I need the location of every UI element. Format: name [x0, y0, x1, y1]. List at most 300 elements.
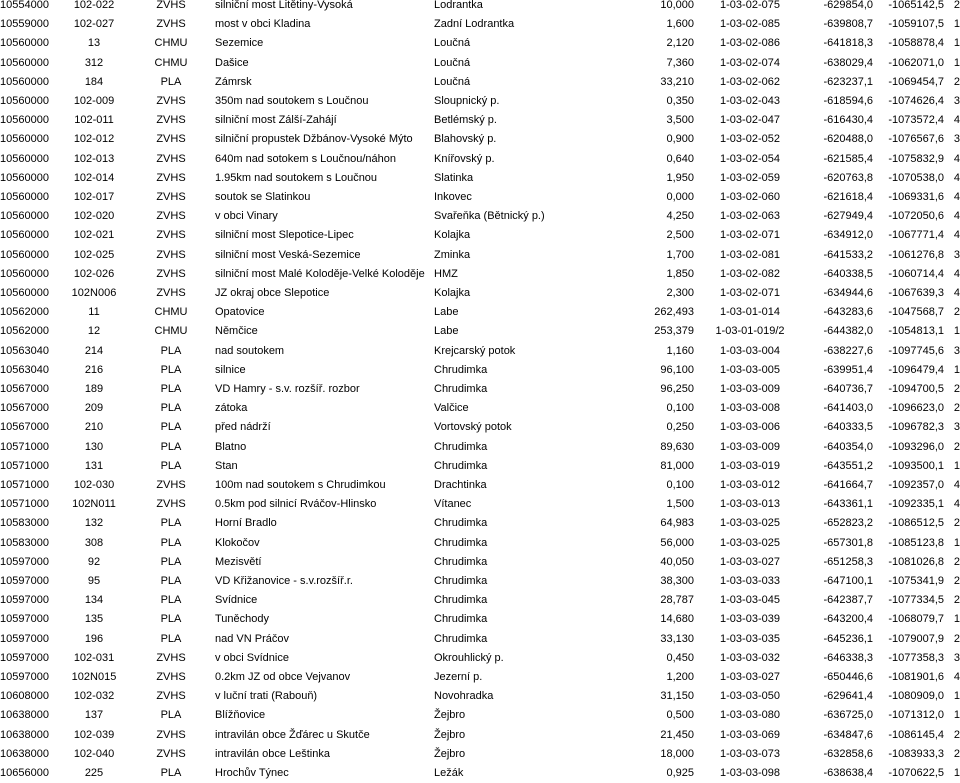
profile-id-cell: 131 [84, 459, 104, 472]
river-km-cell: 21,450 [660, 728, 694, 741]
station-code-cell: 10638000 [0, 728, 49, 741]
river-km-cell: 0,100 [666, 479, 694, 491]
basin-code-cell: 1-03-02-043 [720, 95, 780, 107]
y-coordinate-cell: -1072050,6 [888, 210, 944, 223]
station-code-cell: 10560000 [0, 210, 49, 223]
location-cell: silniční most Malé Koloděje-Velké Koloděje [215, 267, 425, 280]
location-cell: most v obci Kladina [215, 18, 311, 31]
x-coordinate-cell: -642387,7 [823, 594, 873, 607]
basin-code-cell: 1-03-02-052 [720, 133, 780, 146]
organization-cell: CHMU [154, 306, 188, 319]
profile-id-cell: 210 [84, 421, 104, 434]
table-row [0, 15, 960, 34]
organization-cell: ZVHS [156, 690, 186, 703]
station-code-cell: 10560000 [0, 75, 49, 88]
stream-name-cell: Chrudimka [434, 383, 488, 395]
basin-code-cell: 1-03-02-086 [720, 37, 780, 50]
river-km-cell: 0,350 [666, 95, 694, 107]
river-km-cell: 64,983 [660, 517, 694, 530]
basin-code-cell: 1-03-03-033 [720, 575, 780, 587]
location-cell: Zámrsk [215, 75, 252, 88]
stream-name-cell: Betlémský p. [434, 114, 497, 127]
organization-cell: ZVHS [156, 479, 186, 491]
category-cell: 2 [953, 402, 960, 415]
stream-name-cell: HMZ [434, 267, 458, 280]
river-km-cell: 4,250 [666, 210, 694, 223]
y-coordinate-cell: -1097745,6 [888, 344, 944, 357]
organization-cell: PLA [160, 594, 182, 607]
river-km-cell: 1,160 [666, 344, 694, 357]
stream-name-cell: Loučná [434, 75, 471, 88]
stream-name-cell: Jezerní p. [434, 671, 483, 683]
river-km-cell: 14,680 [660, 613, 694, 626]
river-km-cell: 1,950 [666, 171, 694, 184]
location-cell: silniční most Litětiny-Vysoká [215, 0, 353, 11]
stream-name-cell: Blahovský p. [434, 133, 497, 146]
river-km-cell: 0,900 [666, 133, 694, 146]
stream-name-cell: Slatinka [434, 171, 474, 184]
profile-id-cell: 102-011 [74, 114, 114, 127]
basin-code-cell: 1-03-02-071 [720, 229, 780, 242]
stream-name-cell: Loučná [434, 37, 471, 50]
category-cell: 2 [953, 632, 960, 645]
location-cell: před nádrží [215, 421, 271, 434]
station-code-cell: 10560000 [0, 152, 49, 165]
basin-code-cell: 1-03-03-027 [720, 671, 780, 683]
organization-cell: ZVHS [156, 498, 186, 511]
location-cell: Svídnice [215, 594, 258, 607]
x-coordinate-cell: -634944,6 [823, 287, 873, 299]
y-coordinate-cell: -1094700,5 [888, 383, 944, 395]
y-coordinate-cell: -1075832,9 [888, 152, 944, 165]
stream-name-cell: Knířovský p. [434, 152, 495, 165]
x-coordinate-cell: -632858,6 [823, 747, 873, 760]
table-row [0, 322, 960, 341]
location-cell: silniční most Slepotice-Lipec [215, 229, 354, 242]
basin-code-cell: 1-03-03-032 [720, 651, 780, 664]
organization-cell: ZVHS [156, 133, 186, 146]
organization-cell: ZVHS [156, 671, 186, 683]
organization-cell: ZVHS [156, 95, 186, 107]
station-code-cell: 10567000 [0, 421, 49, 434]
river-km-cell: 96,100 [660, 363, 694, 376]
y-coordinate-cell: -1093500,1 [888, 459, 944, 472]
river-km-cell: 38,300 [660, 575, 694, 587]
table-row [0, 111, 960, 130]
basin-code-cell: 1-03-03-080 [720, 709, 780, 722]
category-cell: 1 [953, 363, 960, 376]
location-cell: Hrochův Týnec [215, 767, 289, 779]
x-coordinate-cell: -641403,0 [823, 402, 873, 415]
y-coordinate-cell: -1086145,4 [888, 728, 944, 741]
location-cell: Opatovice [215, 306, 265, 319]
basin-code-cell: 1-03-02-059 [720, 171, 780, 184]
station-code-cell: 10656000 [0, 767, 49, 779]
y-coordinate-cell: -1069331,6 [888, 191, 944, 203]
basin-code-cell: 1-03-02-074 [720, 56, 780, 69]
x-coordinate-cell: -643283,6 [823, 306, 873, 319]
category-cell: 4 [953, 287, 960, 299]
x-coordinate-cell: -639808,7 [823, 18, 873, 31]
table-row [0, 380, 960, 399]
location-cell: silniční most Zálší-Zahájí [215, 114, 337, 127]
location-cell: v luční trati (Rabouň) [215, 690, 318, 703]
basin-code-cell: 1-03-02-085 [720, 18, 780, 31]
y-coordinate-cell: -1070622,5 [888, 767, 944, 779]
table-row [0, 34, 960, 53]
profile-id-cell: 216 [84, 363, 104, 376]
y-coordinate-cell: -1081901,6 [888, 671, 944, 683]
table-row [0, 284, 960, 303]
stream-name-cell: Vortovský potok [434, 421, 512, 434]
basin-code-cell: 1-03-03-012 [720, 479, 780, 491]
profile-id-cell: 102N006 [71, 287, 117, 299]
table-row [0, 764, 960, 783]
x-coordinate-cell: -618594,6 [823, 95, 873, 107]
x-coordinate-cell: -616430,4 [823, 114, 873, 127]
river-km-cell: 0,450 [666, 651, 694, 664]
profile-id-cell: 102N011 [72, 498, 116, 511]
river-km-cell: 2,300 [666, 287, 694, 299]
y-coordinate-cell: -1077358,3 [888, 651, 944, 664]
profile-id-cell: 184 [84, 75, 104, 88]
station-code-cell: 10560000 [0, 267, 49, 280]
profile-id-cell: 189 [84, 383, 104, 395]
x-coordinate-cell: -634847,6 [823, 728, 873, 741]
location-cell: VD Křižanovice - s.v.rozšíř.r. [215, 575, 353, 587]
location-cell: Mezisvětí [215, 555, 262, 568]
category-cell: 4 [953, 267, 960, 280]
stream-name-cell: Krejcarský potok [434, 344, 516, 357]
x-coordinate-cell: -638638,4 [823, 767, 873, 779]
table-row [0, 745, 960, 764]
river-km-cell: 262,493 [654, 306, 694, 319]
table-row [0, 73, 960, 92]
category-cell: 3 [953, 248, 960, 261]
river-km-cell: 7,360 [666, 56, 694, 69]
x-coordinate-cell: -647100,1 [823, 575, 873, 587]
profile-id-cell: 134 [84, 594, 104, 607]
table-row [0, 303, 960, 322]
table-row [0, 361, 960, 380]
x-coordinate-cell: -641533,2 [823, 248, 873, 261]
category-cell: 2 [953, 555, 960, 568]
stream-name-cell: Chrudimka [434, 536, 488, 549]
y-coordinate-cell: -1075341,9 [888, 575, 944, 587]
location-cell: Stan [215, 459, 238, 472]
x-coordinate-cell: -650446,6 [823, 671, 873, 683]
profile-id-cell: 308 [84, 536, 104, 549]
y-coordinate-cell: -1067639,3 [888, 287, 944, 299]
stream-name-cell: Chrudimka [434, 363, 488, 376]
profile-id-cell: 225 [84, 767, 104, 779]
stream-name-cell: Kolajka [434, 287, 471, 299]
profile-id-cell: 196 [84, 632, 104, 645]
category-cell: 1 [953, 690, 960, 703]
location-cell: 1.95km nad soutokem s Loučnou [215, 171, 378, 184]
category-cell: 2 [953, 75, 960, 88]
location-cell: Blížňovice [215, 709, 266, 722]
y-coordinate-cell: -1074626,4 [888, 95, 944, 107]
stream-name-cell: Chrudimka [434, 594, 488, 607]
y-coordinate-cell: -1062071,0 [888, 56, 944, 69]
category-cell: 1 [953, 536, 960, 549]
table-row [0, 476, 960, 495]
profile-id-cell: 13 [87, 37, 101, 50]
profile-id-cell: 130 [84, 440, 104, 453]
location-cell: 350m nad soutokem s Loučnou [215, 95, 369, 107]
x-coordinate-cell: -641664,7 [823, 479, 873, 491]
table-row [0, 572, 960, 591]
location-cell: 0.5km pod silnicí Rváčov-Hlinsko [215, 498, 377, 511]
table-row [0, 169, 960, 188]
y-coordinate-cell: -1073572,4 [888, 114, 944, 127]
organization-cell: PLA [160, 459, 182, 472]
profile-id-cell: 102-021 [73, 229, 115, 242]
organization-cell: PLA [160, 632, 182, 645]
river-km-cell: 89,630 [660, 440, 694, 453]
table-row [0, 649, 960, 668]
x-coordinate-cell: -621585,4 [823, 152, 873, 165]
station-code-cell: 10562000 [0, 325, 49, 338]
category-cell: 4 [953, 171, 960, 184]
category-cell: 4 [953, 229, 960, 242]
river-km-cell: 56,000 [660, 536, 694, 549]
station-code-cell: 10560000 [0, 191, 49, 203]
organization-cell: PLA [160, 767, 182, 779]
organization-cell: PLA [160, 536, 182, 549]
basin-code-cell: 1-03-03-005 [720, 363, 780, 376]
organization-cell: ZVHS [156, 728, 186, 741]
station-code-cell: 10597000 [0, 613, 49, 626]
station-code-cell: 10571000 [0, 498, 49, 511]
station-code-cell: 10597000 [0, 575, 49, 587]
location-cell: nad VN Práčov [215, 632, 289, 645]
table-row [0, 399, 960, 418]
basin-code-cell: 1-03-03-025 [720, 536, 780, 549]
organization-cell: ZVHS [156, 248, 186, 261]
station-code-cell: 10571000 [0, 440, 49, 453]
river-km-cell: 1,500 [666, 498, 694, 511]
category-cell: 4 [953, 671, 960, 683]
organization-cell: ZVHS [156, 191, 186, 203]
basin-code-cell: 1-03-03-098 [720, 767, 780, 779]
stream-name-cell: Ležák [434, 767, 464, 779]
table-row [0, 553, 960, 572]
location-cell: v obci Vinary [215, 210, 278, 223]
profile-id-cell: 102-009 [73, 95, 115, 107]
river-km-cell: 10,000 [660, 0, 694, 11]
y-coordinate-cell: -1070538,0 [888, 171, 944, 184]
basin-code-cell: 1-03-02-047 [720, 114, 780, 127]
profile-id-cell: 102-013 [73, 152, 115, 165]
location-cell: silniční most Veská-Sezemice [215, 248, 361, 261]
profile-id-cell: 209 [84, 402, 104, 415]
organization-cell: CHMU [154, 56, 188, 69]
location-cell: Klokočov [215, 536, 260, 549]
stream-name-cell: Chrudimka [434, 517, 488, 530]
stream-name-cell: Valčice [434, 402, 469, 415]
river-km-cell: 1,850 [666, 267, 694, 280]
category-cell: 4 [953, 498, 960, 511]
basin-code-cell: 1-03-03-006 [720, 421, 780, 434]
category-cell: 2 [953, 0, 960, 11]
river-km-cell: 2,500 [666, 229, 694, 242]
river-km-cell: 40,050 [660, 555, 694, 568]
basin-code-cell: 1-03-03-069 [720, 728, 780, 741]
x-coordinate-cell: -640338,5 [823, 267, 873, 280]
organization-cell: PLA [160, 709, 182, 722]
location-cell: intravilán obce Leštinka [215, 747, 330, 760]
basin-code-cell: 1-03-02-062 [720, 75, 780, 88]
table-row [0, 457, 960, 476]
location-cell: VD Hamry - s.v. rozšíř. rozbor [215, 383, 360, 395]
organization-cell: ZVHS [156, 114, 186, 127]
stream-name-cell: Vítanec [434, 498, 472, 511]
profile-id-cell: 102-030 [73, 479, 115, 491]
organization-cell: ZVHS [156, 229, 186, 242]
river-km-cell: 0,000 [666, 191, 694, 203]
y-coordinate-cell: -1059107,5 [888, 18, 944, 31]
y-coordinate-cell: -1096623,0 [888, 402, 944, 415]
x-coordinate-cell: -643361,1 [823, 498, 873, 511]
river-km-cell: 81,000 [660, 459, 694, 472]
stream-name-cell: Chrudimka [434, 440, 488, 453]
x-coordinate-cell: -643551,2 [823, 459, 873, 472]
basin-code-cell: 1-03-03-025 [720, 517, 780, 530]
y-coordinate-cell: -1058878,4 [888, 37, 944, 50]
station-code-cell: 10560000 [0, 287, 49, 299]
y-coordinate-cell: -1060714,4 [888, 267, 944, 280]
x-coordinate-cell: -638227,6 [823, 344, 873, 357]
basin-code-cell: 1-03-02-082 [720, 267, 780, 280]
category-cell: 2 [953, 728, 960, 741]
y-coordinate-cell: -1065142,5 [888, 0, 944, 11]
location-cell: silnice [215, 363, 246, 376]
table-row [0, 726, 960, 745]
organization-cell: ZVHS [156, 210, 186, 223]
x-coordinate-cell: -645236,1 [823, 632, 873, 645]
river-km-cell: 1,200 [666, 671, 694, 683]
x-coordinate-cell: -652823,2 [823, 517, 873, 530]
y-coordinate-cell: -1068079,7 [888, 613, 944, 626]
stream-name-cell: Žejbro [434, 728, 466, 741]
table-row [0, 188, 960, 207]
organization-cell: PLA [160, 517, 182, 530]
location-cell: Němčice [215, 325, 258, 338]
stream-name-cell: Chrudimka [434, 632, 488, 645]
profile-id-cell: 102-039 [73, 728, 115, 741]
location-cell: Blatno [215, 440, 247, 453]
profile-id-cell: 11 [88, 306, 100, 319]
category-cell: 3 [953, 421, 960, 434]
y-coordinate-cell: -1067771,4 [888, 229, 944, 242]
station-code-cell: 10638000 [0, 709, 49, 722]
location-cell: zátoka [215, 402, 248, 415]
profile-id-cell: 102-014 [73, 171, 115, 184]
river-km-cell: 0,100 [666, 402, 694, 415]
table-row [0, 630, 960, 649]
river-km-cell: 1,600 [666, 18, 694, 31]
station-code-cell: 10560000 [0, 37, 49, 50]
category-cell: 3 [953, 133, 960, 146]
x-coordinate-cell: -646338,3 [823, 651, 873, 664]
basin-code-cell: 1-03-03-035 [720, 632, 780, 645]
profile-id-cell: 12 [87, 325, 101, 338]
category-cell: 2 [953, 594, 960, 607]
profile-id-cell: 102N015 [71, 671, 117, 683]
x-coordinate-cell: -640736,7 [823, 383, 873, 395]
basin-code-cell: 1-03-02-063 [720, 210, 780, 223]
location-cell: soutok se Slatinkou [215, 191, 311, 203]
stream-name-cell: Chrudimka [434, 459, 488, 472]
profile-id-cell: 102-027 [73, 18, 115, 31]
river-km-cell: 28,787 [660, 594, 694, 607]
organization-cell: CHMU [154, 37, 188, 50]
y-coordinate-cell: -1092357,0 [888, 479, 944, 491]
table-row [0, 514, 960, 533]
x-coordinate-cell: -657301,8 [823, 536, 873, 549]
organization-cell: PLA [160, 555, 182, 568]
stream-name-cell: Žejbro [434, 747, 466, 760]
category-cell: 1 [953, 18, 960, 31]
stream-name-cell: Drachtinka [434, 479, 487, 491]
y-coordinate-cell: -1069454,7 [888, 75, 944, 88]
organization-cell: ZVHS [156, 171, 186, 184]
station-code-cell: 10560000 [0, 114, 49, 127]
profile-id-cell: 214 [84, 344, 104, 357]
x-coordinate-cell: -640333,5 [823, 421, 873, 434]
river-km-cell: 0,925 [666, 767, 694, 779]
organization-cell: PLA [160, 440, 182, 453]
station-code-cell: 10597000 [0, 671, 49, 683]
category-cell: 1 [953, 459, 960, 472]
stream-name-cell: Chrudimka [434, 575, 488, 587]
river-km-cell: 96,250 [660, 383, 694, 395]
y-coordinate-cell: -1085123,8 [888, 536, 944, 549]
river-km-cell: 31,150 [660, 690, 694, 703]
basin-code-cell: 1-03-03-009 [720, 383, 780, 395]
station-code-cell: 10560000 [0, 171, 49, 184]
location-cell: JZ okraj obce Slepotice [215, 287, 330, 299]
basin-code-cell: 1-03-02-081 [720, 248, 780, 261]
basin-code-cell: 1-03-03-039 [720, 613, 780, 626]
basin-code-cell: 1-03-01-014 [720, 306, 780, 319]
stream-name-cell: Labe [434, 306, 459, 319]
x-coordinate-cell: -621618,4 [823, 191, 873, 203]
table-row [0, 226, 960, 245]
stream-name-cell: Okrouhlický p. [434, 651, 504, 664]
station-code-cell: 10608000 [0, 690, 49, 703]
station-code-cell: 10563040 [0, 363, 49, 376]
x-coordinate-cell: -644382,0 [823, 325, 873, 338]
organization-cell: CHMU [154, 325, 188, 338]
profile-id-cell: 102-031 [73, 651, 115, 664]
category-cell: 3 [953, 651, 960, 664]
river-km-cell: 1,700 [666, 248, 694, 261]
basin-code-cell: 1-03-02-071 [720, 287, 780, 299]
organization-cell: PLA [160, 363, 182, 376]
organization-cell: PLA [160, 344, 182, 357]
organization-cell: ZVHS [156, 152, 186, 165]
organization-cell: PLA [160, 75, 182, 88]
basin-code-cell: 1-03-03-073 [720, 747, 780, 760]
location-cell: Horní Bradlo [215, 517, 277, 530]
x-coordinate-cell: -636725,0 [823, 709, 873, 722]
x-coordinate-cell: -638029,4 [823, 56, 873, 69]
table-row [0, 610, 960, 629]
profile-id-cell: 102-020 [73, 210, 115, 223]
